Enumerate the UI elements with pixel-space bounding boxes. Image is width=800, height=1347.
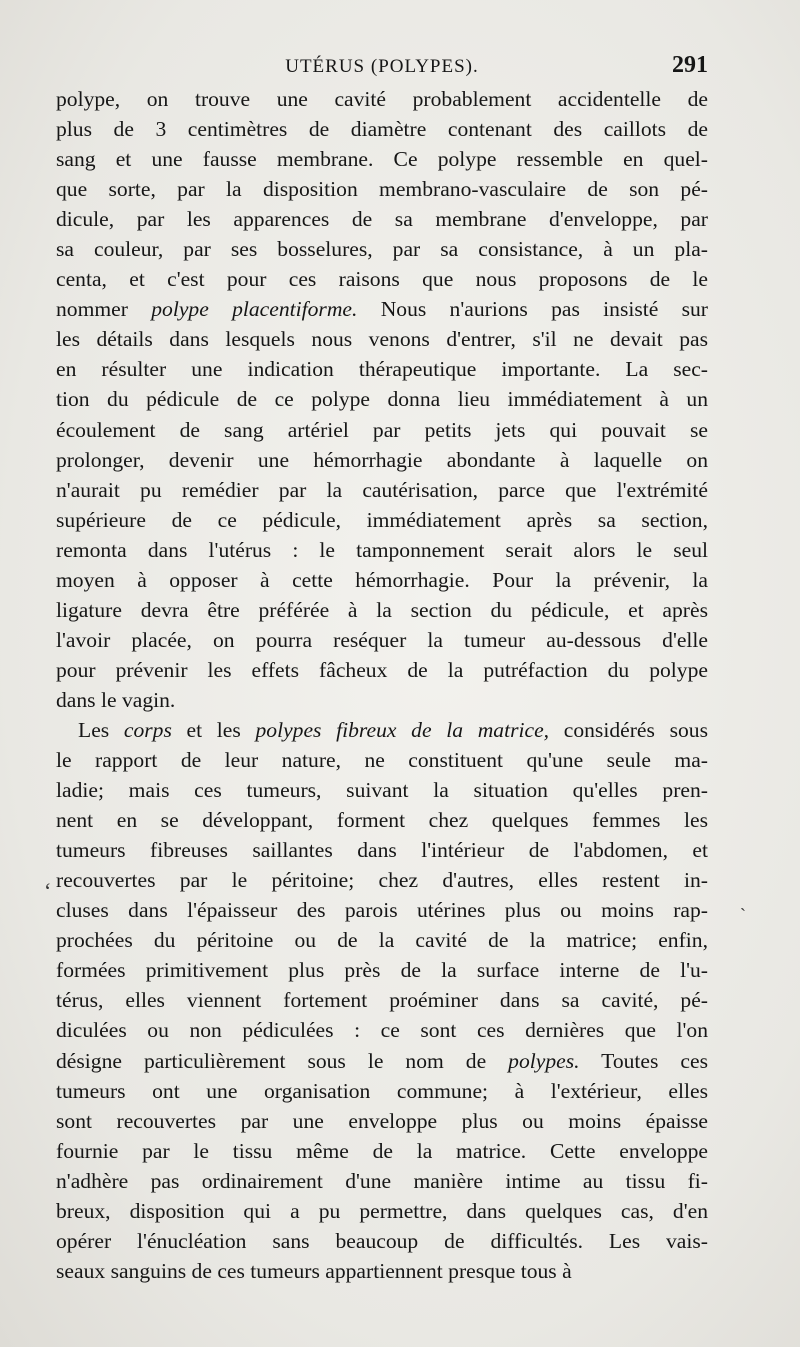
- text-line: [56, 715, 708, 745]
- margin-speck-mark: `: [740, 905, 746, 925]
- paragraph-polype-placentiforme: [56, 84, 708, 715]
- text-line: dans le vagin.: [56, 687, 176, 712]
- text-line: le rapport de leur nature, ne constituent qu'une seule ma-: [56, 748, 708, 773]
- text-line: tion du pédicule de ce polype donna lieu immédiatement à un: [56, 387, 708, 412]
- text-segment: Les: [78, 717, 124, 742]
- text-line: supérieure de ce pédicule, immédiatement après sa section,: [56, 507, 708, 532]
- text-segment: Nous n'aurions pas insisté sur: [357, 297, 708, 322]
- text-line: sang et une fausse membrane. Ce polype ressemble en quel-: [56, 147, 708, 172]
- text-line: prolonger, devenir une hémorrhagie abondante à laquelle on: [56, 447, 708, 472]
- text-segment: et les: [171, 717, 256, 742]
- text-line: tumeurs ont une organisation commune; à l'extérieur, elles: [56, 1078, 708, 1103]
- text-line: en résulter une indication thérapeutique importante. La sec-: [56, 357, 708, 382]
- text-segment: Toutes ces: [579, 1048, 708, 1073]
- text-line: prochées du péritoine ou de la cavité de la matrice; enfin,: [56, 928, 708, 953]
- text-line: les détails dans lesquels nous venons d'entrer, s'il ne devait pas: [56, 327, 708, 352]
- text-line: que sorte, par la disposition membrano-vasculaire de son pé-: [56, 177, 708, 202]
- text-line: breux, disposition qui a pu permettre, dans quelques cas, d'en: [56, 1198, 708, 1223]
- text-line: pour prévenir les effets fâcheux de la putréfaction du polype: [56, 657, 708, 682]
- text-line: diculées ou non pédiculées : ce sont ces dernières que l'on: [56, 1018, 708, 1043]
- text-line: remonta dans l'utérus : le tamponnement serait alors le seul: [56, 537, 708, 562]
- italic-term: corps: [123, 717, 172, 742]
- text-segment: nommer: [56, 297, 152, 322]
- text-segment: considérés sous: [549, 717, 708, 742]
- text-line: formées primitivement plus près de la surface interne de l'u-: [56, 958, 708, 983]
- text-line: n'adhère pas ordinairement d'une manière intime au tissu fi-: [56, 1168, 708, 1193]
- margin-tick-mark: ‘: [44, 878, 52, 903]
- text-line: tumeurs fibreuses saillantes dans l'intérieur de l'abdomen, et: [56, 838, 708, 863]
- text-line: opérer l'énucléation sans beaucoup de difficultés. Les vais-: [56, 1228, 708, 1253]
- text-line: térus, elles viennent fortement proéminer dans sa cavité, pé-: [56, 988, 708, 1013]
- text-line: centa, et c'est pour ces raisons que nous proposons de le: [56, 267, 708, 292]
- text-line: seaux sanguins de ces tumeurs appartiennent presque tous à: [56, 1258, 572, 1283]
- text-line: ligature devra être préférée à la section du pédicule, et après: [56, 597, 708, 622]
- text-line: écoulement de sang artériel par petits jets qui pouvait se: [56, 417, 708, 442]
- paragraph-polypes-fibreux: [56, 715, 708, 1286]
- text-line: dicule, par les apparences de sa membrane d'enveloppe, par: [56, 207, 708, 232]
- text-line: n'aurait pu remédier par la cautérisation, parce que l'extrémité: [56, 477, 708, 502]
- text-line: nent en se développant, forment chez quelques femmes les: [56, 808, 708, 833]
- text-line: plus de 3 centimètres de diamètre contenant des caillots de: [56, 117, 708, 142]
- text-line: moyen à opposer à cette hémorrhagie. Pour la prévenir, la: [56, 567, 708, 592]
- italic-term: polypes.: [508, 1048, 580, 1073]
- text-line: recouvertes par le péritoine; chez d'autres, elles restent in-: [56, 868, 708, 893]
- text-line: [56, 294, 708, 324]
- running-head: [56, 52, 708, 86]
- text-line: cluses dans l'épaisseur des parois utérines plus ou moins rap-: [56, 898, 708, 923]
- text-line: polype, on trouve une cavité probablement accidentelle de: [56, 87, 708, 111]
- text-line: sa couleur, par ses bosselures, par sa consistance, à un pla-: [56, 237, 708, 262]
- text-line: sont recouvertes par une enveloppe plus ou moins épaisse: [56, 1108, 708, 1133]
- italic-term: polypes fibreux de la matrice,: [255, 717, 550, 742]
- text-line: fournie par le tissu même de la matrice. Cette enveloppe: [56, 1138, 708, 1163]
- text-line: [56, 1046, 708, 1076]
- running-title: UTÉRUS (POLYPES).: [285, 56, 479, 77]
- italic-term: polype placentiforme.: [151, 297, 358, 322]
- text-line: l'avoir placée, on pourra reséquer la tumeur au-dessous d'elle: [56, 627, 708, 652]
- page-number: 291: [672, 52, 708, 78]
- body-text: [56, 84, 708, 1286]
- text-line: ladie; mais ces tumeurs, suivant la situation qu'elles pren-: [56, 778, 708, 803]
- text-segment: désigne particulièrement sous le nom de: [56, 1048, 509, 1073]
